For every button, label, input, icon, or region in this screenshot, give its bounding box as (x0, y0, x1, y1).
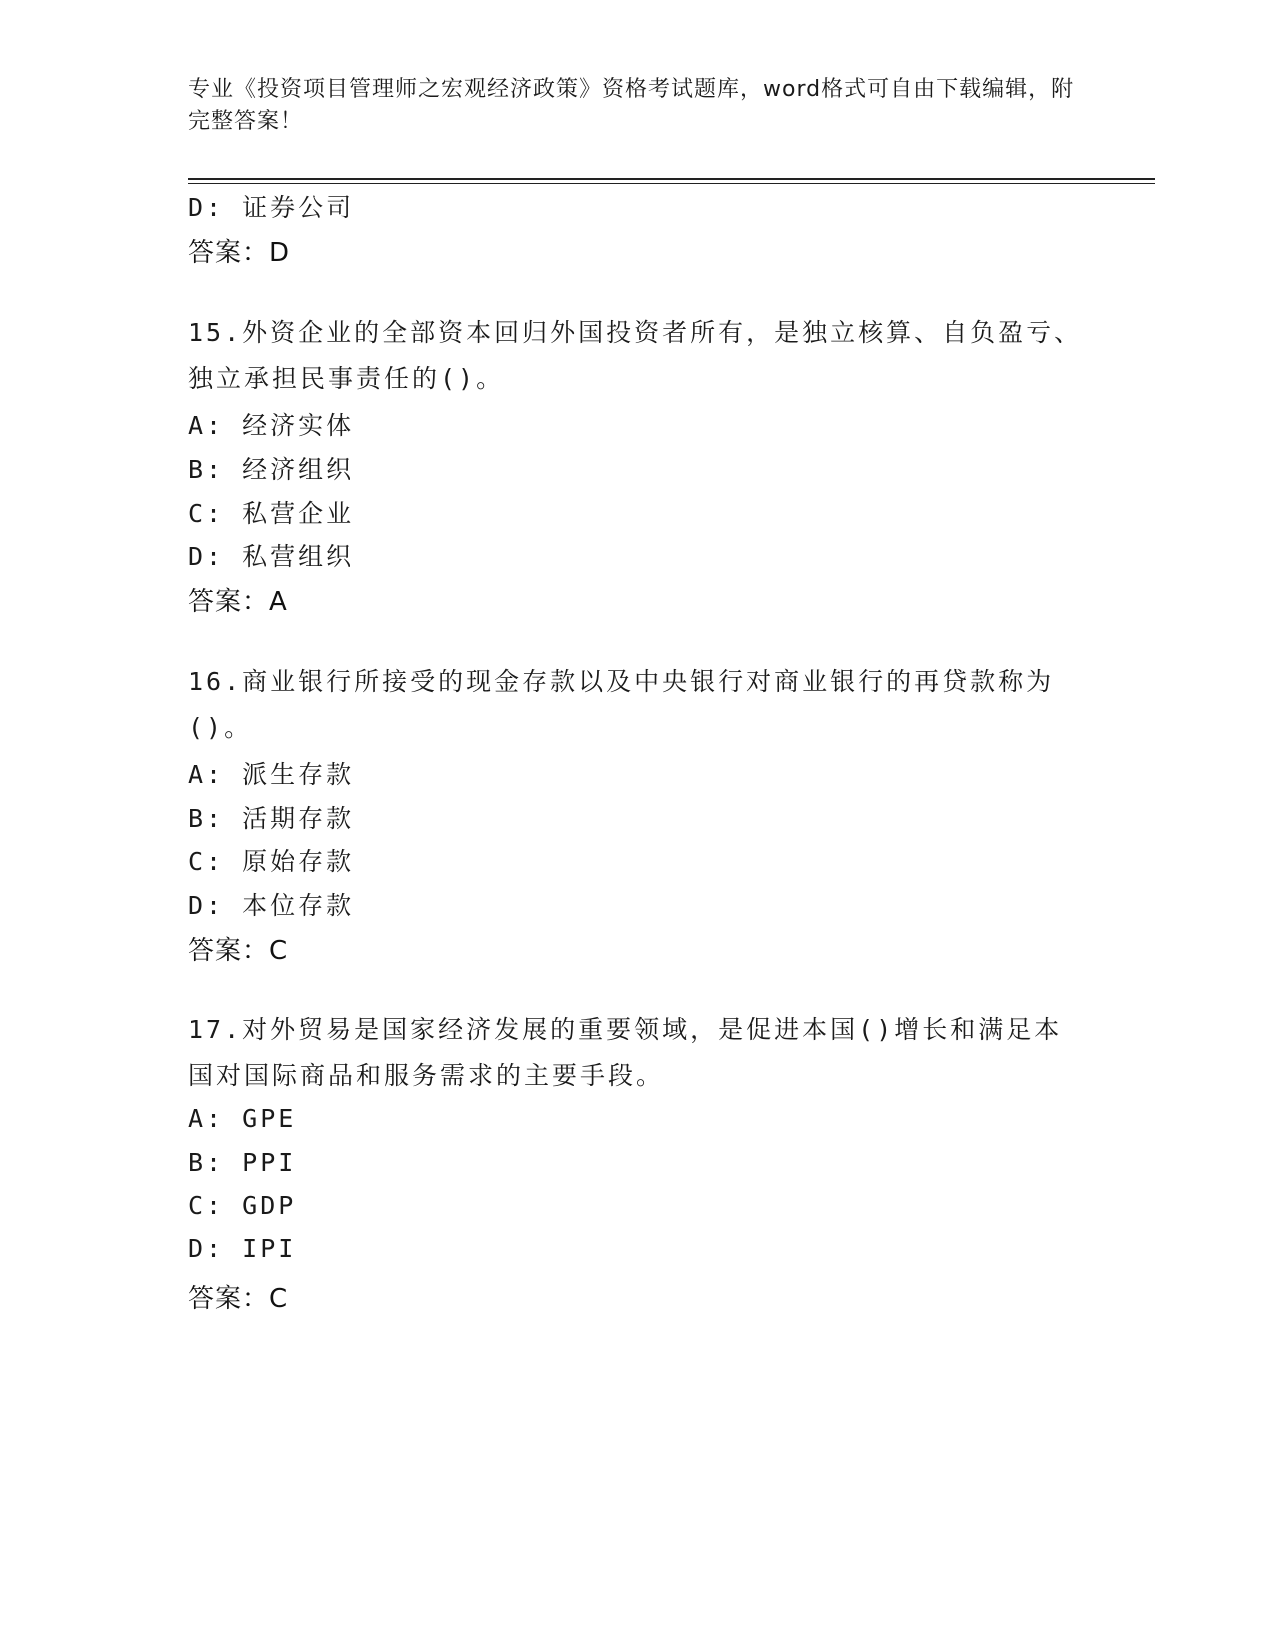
question-16-option-a: A: 派生存款 (188, 760, 355, 789)
question-15-option-c: C: 私营企业 (188, 499, 355, 528)
prev-question-answer: 答案：D (188, 238, 291, 268)
header-divider-thick (188, 178, 1155, 180)
question-15-option-b: B: 经济组织 (188, 455, 355, 484)
question-17-option-d: D: IPI (188, 1234, 297, 1263)
page-header: 专业《投资项目管理师之宏观经济政策》资格考试题库，word格式可自由下载编辑，附完整答案！ (188, 77, 1075, 134)
header-divider-thin (188, 183, 1155, 184)
question-17-option-b: B: PPI (188, 1148, 297, 1177)
question-15-answer: 答案：A (188, 587, 288, 617)
question-16-option-d: D: 本位存款 (188, 891, 355, 920)
question-15-stem: 15.外资企业的全部资本回归外国投资者所有，是独立核算、自负盈亏、独立承担民事责任的()。 (188, 318, 1083, 393)
question-16-answer: 答案：C (188, 936, 289, 966)
question-16-option-b: B: 活期存款 (188, 804, 355, 833)
question-15-option-a: A: 经济实体 (188, 411, 355, 440)
question-17-answer: 答案：C (188, 1284, 289, 1314)
question-16-option-c: C: 原始存款 (188, 847, 355, 876)
question-16-stem: 16.商业银行所接受的现金存款以及中央银行对商业银行的再贷款称为()。 (188, 667, 1055, 742)
question-17-option-c: C: GDP (188, 1191, 297, 1220)
question-15-option-d: D: 私营组织 (188, 542, 355, 571)
question-17-option-a: A: GPE (188, 1104, 297, 1133)
prev-question-option-d: D: 证券公司 (188, 193, 355, 222)
question-17-stem: 17.对外贸易是国家经济发展的重要领域，是促进本国()增长和满足本国对国际商品和服务需求的主要手段。 (188, 1015, 1063, 1090)
